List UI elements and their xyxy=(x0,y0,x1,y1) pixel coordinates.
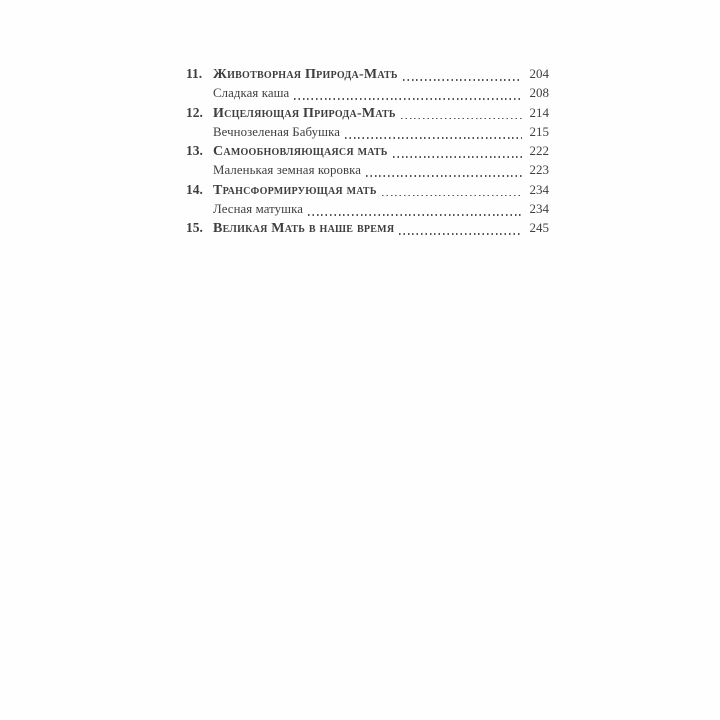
toc-sub-entry xyxy=(186,85,549,104)
chapter-number: 11. xyxy=(186,66,203,81)
page-number: 223 xyxy=(529,162,549,178)
chapter-number: 12. xyxy=(186,104,203,120)
chapter-title: Трансформирующая мать xyxy=(213,182,377,198)
toc-chapter-entry xyxy=(186,143,549,162)
chapter-title: Животворная Природа-Мать xyxy=(213,67,398,82)
page-number: 214 xyxy=(529,104,549,120)
page-number: 208 xyxy=(529,85,549,101)
table-of-contents xyxy=(186,66,549,239)
dot-leader xyxy=(366,175,522,177)
dot-leader xyxy=(399,233,522,235)
sub-entry-title: Маленькая земная коровка xyxy=(213,163,362,178)
dot-leader xyxy=(403,79,522,81)
sub-entry-title: Вечнозеленая Бабушка xyxy=(213,124,341,139)
page-number: 204 xyxy=(529,66,549,81)
toc-sub-entry xyxy=(186,124,549,143)
dot-leader xyxy=(294,98,522,100)
chapter-number: 15. xyxy=(186,220,203,235)
toc-chapter-entry xyxy=(186,182,549,201)
chapter-title: Исцеляющая Природа-Мать xyxy=(213,105,396,121)
sub-entry-title: Сладкая каша xyxy=(213,86,290,101)
sub-entry-title: Лесная матушка xyxy=(213,201,304,216)
page-number: 234 xyxy=(529,200,549,216)
page-number: 215 xyxy=(529,123,549,139)
dot-leader xyxy=(393,156,522,158)
toc-sub-entry xyxy=(186,162,549,181)
chapter-title: Самообновляющаяся мать xyxy=(213,144,388,159)
chapter-number: 13. xyxy=(186,143,203,158)
page-number: 245 xyxy=(529,220,549,235)
dot-leader xyxy=(401,118,522,120)
toc-sub-entry xyxy=(186,201,549,220)
chapter-number: 14. xyxy=(186,181,203,197)
dot-leader xyxy=(308,214,522,216)
toc-chapter-entry xyxy=(186,66,549,85)
dot-leader xyxy=(382,195,522,197)
toc-chapter-entry xyxy=(186,220,549,239)
page-number: 222 xyxy=(529,143,549,158)
dot-leader xyxy=(345,137,522,139)
chapter-title: Великая Мать в наше время xyxy=(213,221,395,236)
toc-chapter-entry xyxy=(186,105,549,124)
page-number: 234 xyxy=(529,181,549,197)
